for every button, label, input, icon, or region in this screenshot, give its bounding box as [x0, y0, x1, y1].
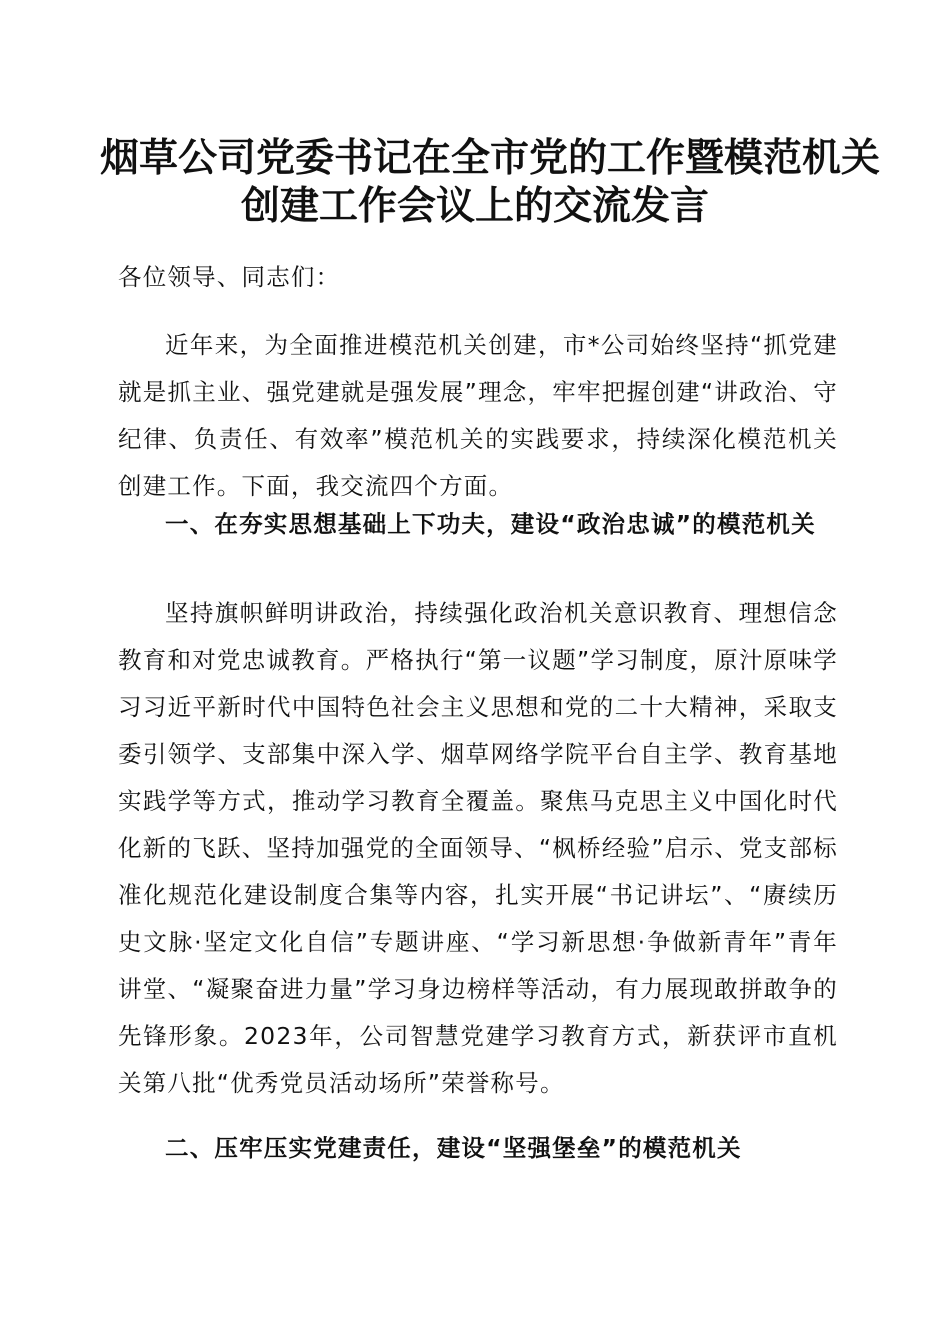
intro-paragraph: 近年来，为全面推进模范机关创建，市*公司始终坚持“抓党建就是抓主业、强党建就是强发展”理念，牢牢把握创建“讲政治、守纪律、负责任、有效率”模范机关的实践要求，持续深化模范机关创建工作。下面，我交流四个方面。: [118, 331, 838, 500]
salutation: 各位领导、同志们：: [118, 263, 341, 291]
document-title-line-2: 创建工作会议上的交流发言: [240, 183, 709, 229]
section-heading-1: 一、在夯实思想基础上下功夫，建设“政治忠诚”的模范机关: [165, 510, 816, 538]
section-1-paragraph: 坚持旗帜鲜明讲政治，持续强化政治机关意识教育、理想信念教育和对党忠诚教育。严格执行“第一议题”学习制度，原汁原味学习习近平新时代中国特色社会主义思想和党的二十大精神，采取支委引领学、支部集中深入学、烟草网络学院平台自主学、教育基地实践学等方式，推动学习教育全覆盖。聚焦马克思主义中国化时代化新的飞跃、坚持加强党的全面领导、“枫桥经验”启示、党支部标准化规范化建设制度合集等内容，扎实开展“书记讲坛”、“赓续历史文脉·坚定文化自信”专题讲座、“学习新思想·争做新青年”青年讲堂、“凝聚奋进力量”学习身边榜样等活动，有力展现敢拼敢争的先锋形象。2023年，公司智慧党建学习教育方式，新获评市直机关第八批“优秀党员活动场所”荣誉称号。: [118, 599, 838, 1097]
section-heading-2: 二、压牢压实党建责任，建设“坚强堡垒”的模范机关: [165, 1134, 742, 1162]
document-title-line-1: 烟草公司党委书记在全市党的工作暨模范机关: [100, 135, 881, 181]
